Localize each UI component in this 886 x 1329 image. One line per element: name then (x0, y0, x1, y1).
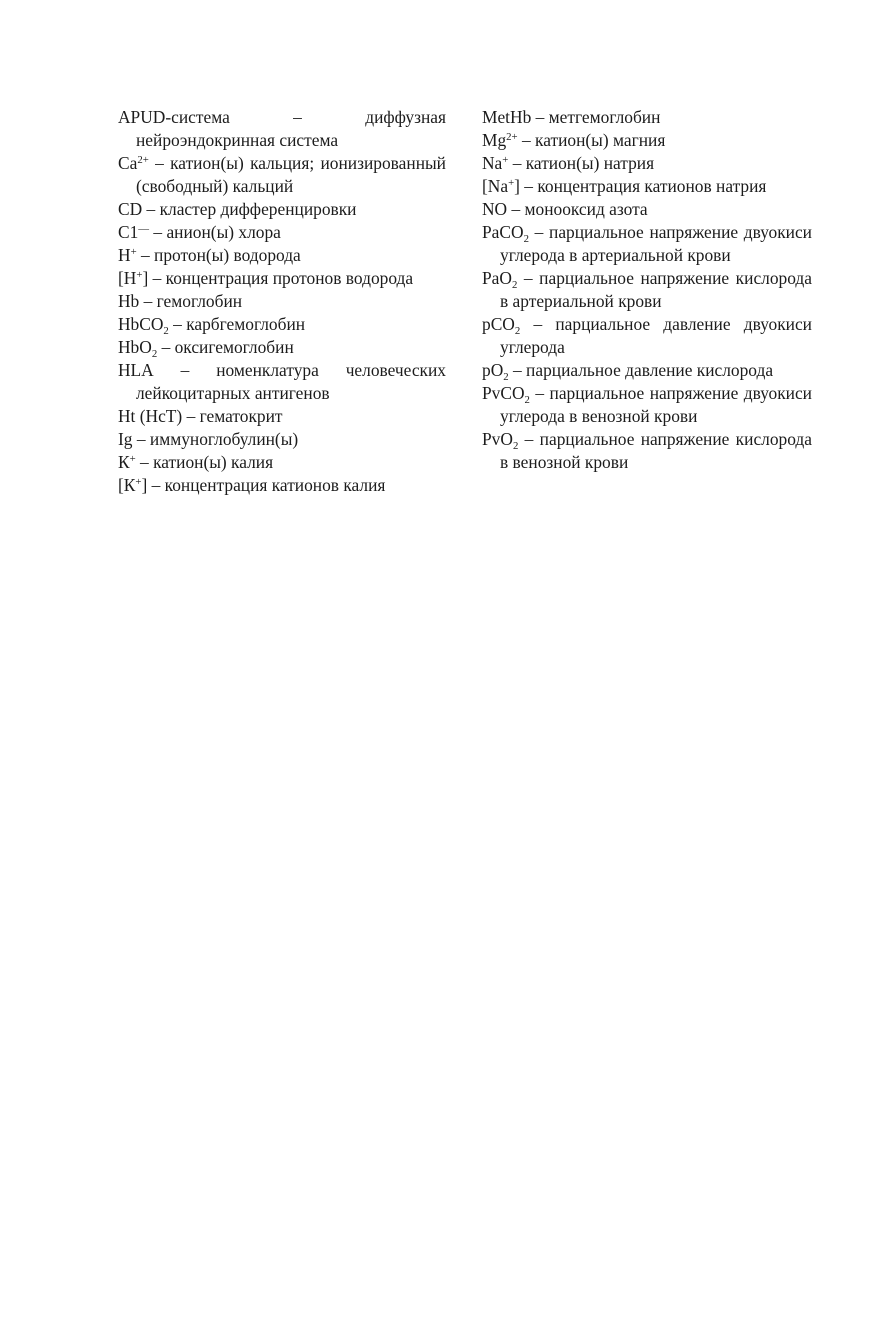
abbreviation-term: HLA (118, 360, 154, 380)
abbreviation-term: [К+] (118, 475, 148, 495)
abbreviation-description: – парциальное напряжение кислорода в артериальной крови (500, 268, 812, 311)
abbreviation-entry (118, 313, 446, 336)
abbreviation-term: $Ca^{2+}$ (118, 153, 149, 173)
abbreviation-description: – иммуноглобулин(ы) (132, 429, 299, 449)
abbreviation-description: – гемоглобин (139, 291, 243, 311)
abbreviation-term: PvCO$_2$ (482, 383, 530, 406)
abbreviation-term: Na+ (482, 153, 509, 173)
abbreviation-description: – карбгемоглобин (168, 314, 306, 334)
abbreviation-description: – катион(ы) магния (517, 130, 666, 150)
abbreviation-term: $pO_2$ (482, 360, 509, 383)
abbreviation-entry (118, 336, 446, 359)
abbreviation-description: – концентрация катионов калия (147, 475, 386, 495)
abbreviation-entry (482, 175, 812, 198)
abbreviation-term: HbCO$_2$ (118, 314, 169, 337)
abbreviation-description: – диффузная нейроэндокринная система (136, 107, 446, 150)
abbreviation-term: PvO$_2$ (482, 429, 519, 452)
abbreviation-entry (482, 267, 812, 313)
abbreviation-description: – кластер дифференцировки (142, 199, 357, 219)
abbreviation-term: PaCO$_2$ (482, 222, 529, 245)
abbreviations-column-left (118, 106, 446, 497)
abbreviation-term: CD (118, 199, 143, 219)
abbreviation-entry (118, 451, 446, 474)
abbreviation-term: $Mg^{2+}$ (482, 130, 518, 150)
abbreviation-entry (118, 428, 446, 451)
abbreviation-description: – концентрация катионов натрия (519, 176, 767, 196)
abbreviation-entry (118, 290, 446, 313)
abbreviation-term: MetHb (482, 107, 532, 127)
abbreviation-entry (118, 198, 446, 221)
abbreviation-entry (118, 267, 446, 290)
abbreviation-entry (482, 221, 812, 267)
abbreviation-term: pCO$_2$ (482, 314, 521, 337)
abbreviation-description: – парциальное давление двуокиси углерода (500, 314, 812, 357)
abbreviation-description: – парциальное напряжение двуокиси углерода в венозной крови (500, 383, 812, 426)
abbreviation-description: – номенклатура человеческих лейкоцитарных антигенов (136, 360, 446, 403)
abbreviation-description: – катион(ы) калия (135, 452, 274, 472)
abbreviation-term: H+ (118, 245, 137, 265)
abbreviation-entry (118, 359, 446, 405)
abbreviation-entry (482, 428, 812, 474)
abbreviation-entry (118, 405, 446, 428)
abbreviation-description: – парциальное напряжение кислорода в венозной крови (500, 429, 812, 472)
abbreviation-description: – анион(ы) хлора (149, 222, 281, 242)
abbreviation-description: – оксигемоглобин (157, 337, 294, 357)
abbreviation-entry (482, 359, 812, 382)
abbreviation-description: – концентрация протонов водорода (148, 268, 414, 288)
abbreviation-description: – парциальное давление кислорода (508, 360, 774, 380)
abbreviation-term: [Na+] (482, 176, 520, 196)
abbreviation-entry (118, 221, 446, 244)
abbreviation-description: – гематокрит (182, 406, 283, 426)
abbreviation-entry (482, 106, 812, 129)
abbreviation-term: К+ (118, 452, 136, 472)
abbreviation-entry (482, 198, 812, 221)
abbreviation-description: – катион(ы) кальция; ионизированный (свободный) кальций (136, 153, 446, 196)
abbreviation-description: – протон(ы) водорода (136, 245, 301, 265)
abbreviation-entry (118, 244, 446, 267)
abbreviation-term: APUD-система (118, 107, 230, 127)
abbreviation-description: – катион(ы) натрия (508, 153, 655, 173)
abbreviation-description: – парциальное напряжение двуокиси углерода в артериальной крови (500, 222, 812, 265)
abbreviation-term: [H+] (118, 268, 149, 288)
abbreviation-entry (482, 129, 812, 152)
abbreviation-term: Hb (118, 291, 140, 311)
abbreviation-description: – метгемоглобин (531, 107, 661, 127)
abbreviation-entry (118, 106, 446, 152)
abbreviation-entry (118, 152, 446, 198)
abbreviations-page (118, 106, 818, 497)
abbreviation-entry (118, 474, 446, 497)
abbreviation-description: – монооксид азота (507, 199, 648, 219)
abbreviation-term: PaO$_2$ (482, 268, 518, 291)
abbreviation-entry (482, 382, 812, 428)
abbreviations-column-right (482, 106, 812, 497)
abbreviation-entry (482, 313, 812, 359)
abbreviation-term: Ig (118, 429, 133, 449)
abbreviation-term: C1— (118, 222, 150, 242)
abbreviation-term: NO (482, 199, 508, 219)
abbreviation-term: HbO$_2$ (118, 337, 158, 360)
abbreviation-term: Ht (HcT) (118, 406, 183, 426)
abbreviation-entry (482, 152, 812, 175)
